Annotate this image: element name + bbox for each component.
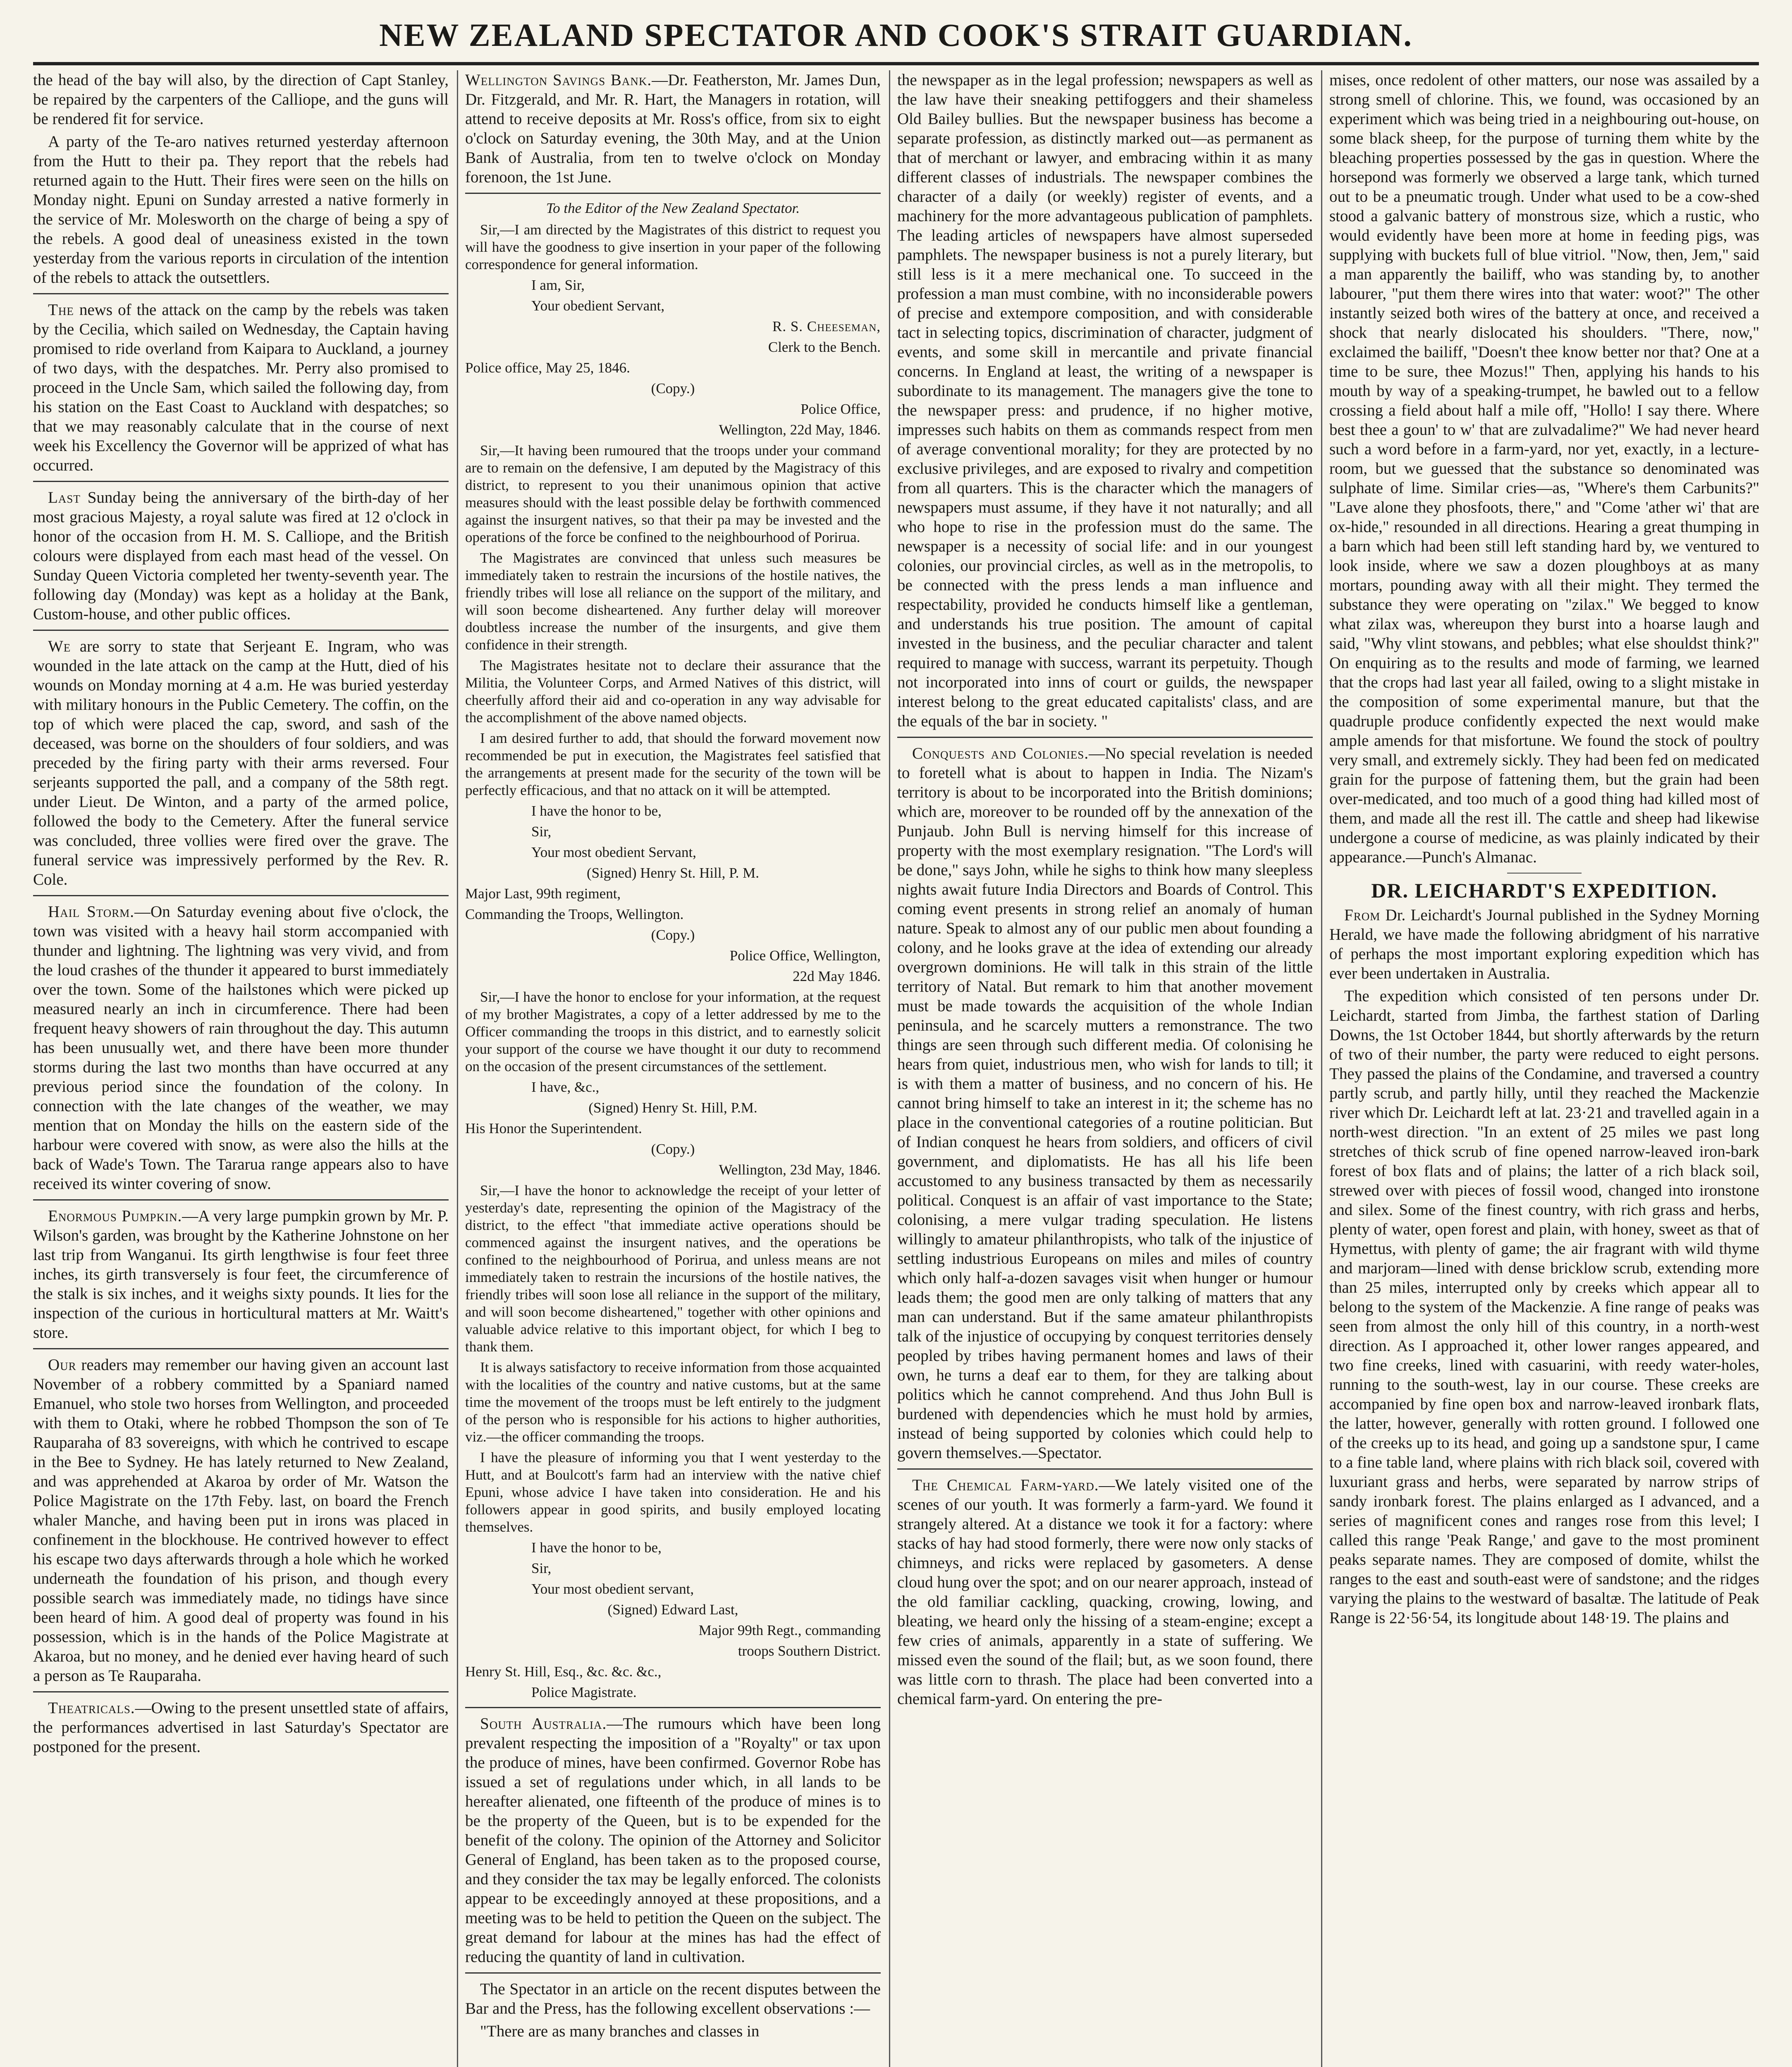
article-chemical-farmyard bbox=[897, 1475, 1313, 1709]
article-divider bbox=[33, 895, 449, 896]
letter-heading: Wellington, 22d May, 1846. bbox=[719, 422, 881, 438]
article-text: —The rumours which have been long prevalent respecting the imposition of a "Royalty" or tax upon the produce of mines, have been confirmed. Governor Robe has issued a set of regulations under which, in all lands to be hereafter alienated, one fifteenth of the produce of mines is to be the property of the Queen, but is to be expended for the benefit of the colony. The opinion of the Attorney and Solicitor General of England, has been taken as to the proposed course, and they consider the tax may be legally enforced. The colonists appear to be exceedingly annoyed at these propositions, and a meeting was to be held to petition the Queen on the subject. The great demand for labour at the mines has had the effect of reducing the quantity of land in cultivation. bbox=[465, 1715, 881, 1966]
article-divider bbox=[33, 1199, 449, 1201]
letter-signature: R. S. Cheeseman, bbox=[772, 318, 881, 334]
article-text: the head of the bay will also, by the direction of Capt Stanley, be repaired by the carpenters of the Calliope, and the guns will be rendered fit for service. bbox=[33, 71, 449, 128]
article-text: A party of the Te-aro natives returned yesterday afternoon from the Hutt to their pa. They report that the rebels had returned again to the Hutt. Their fires were seen on the hills on Monday night. Epuni on Sunday arrested a native formerly in the service of Mr. Molesworth on the charge of being a spy of the rebels. A good deal of uneasiness existed in the town yesterday from the various reports in circulation of the intention of the rebels to attack the outsettlers. bbox=[33, 133, 449, 286]
article-text: —Dr. Featherston, Mr. James Dun, Dr. Fitzgerald, and Mr. R. Hart, the Managers in rotation, will attend to receive deposits at Mr. Ross's office, from six to eight o'clock on Saturday evening, the 30th May, and at the Union Bank of Australia, from ten to twelve o'clock on Monday forenoon, the 1st June. bbox=[465, 71, 881, 186]
letter-text: It is always satisfactory to receive information from those acquainted with the localities of the country and native customs, but at the same time the movement of the troops must be left entirely to the judgment of the person who is responsible for his actions to higher authorities, viz.—the officer commanding the troops. bbox=[465, 1359, 881, 1445]
letter-heading: Police Office, Wellington, bbox=[729, 948, 881, 964]
article-chemical-farmyard-cont bbox=[1329, 70, 1759, 867]
article-lead: We bbox=[48, 637, 71, 655]
article-text: The expedition which consisted of ten persons under Dr. Leichardt, started from Jimba, the farthest station of Darling Downs, the 1st October 1844, but shortly afterwards by the return of two of their number, the party were reduced to eight persons. They passed the plains of the Condamine, and traversed a country partly scrub, and partly hilly, until they reached the Mackenzie river which Dr. Leichardt left at lat. 23·21 and travelled again in a north-west direction. "In an extent of 25 miles we past long stretches of thick scrub of fine opened narrow-leaved iron-bark forest of box flats and of plains; the latter of a rich black soil, strewed over with pieces of fossil wood, changed into ironstone and silex. Some of the finest country, with rich grass and herbs, plenty of water, open forest and plain, with honey, sweet as that of Hymettus, with plenty of game; the air fragrant with wild thyme and marjoram—lined with dense bricklow scrub, extending more than 25 miles, interrupted only by creeks which appear all to belong to the system of the Mackenzie. A fine range of peaks was seen from almost the only hill of this country, in a north-west direction. As I approached it, other lower ranges appeared, and two fine creeks, lined with casuarini, with reedy water-holes, running to the south-west, lay in our course. These creeks are accompanied by fine open box and narrow-leaved ironbark flats, the latter, however, generally with rotten ground. I followed one of the creeks up to its head, and going up a sandstone spur, I came to a fine table land, where plains with rich black soil, covered with luxuriant grass and herbs, were separated by narrow strips of sandy ironbark forest. The plains enlarged as I advanced, and a series of magnificent cones and ranges rose from this level; I called this range 'Peak Range,' and gave to the most prominent peaks separate names. They are composed of domite, whilst the ranges to the east and south-east were of sandstone; and the ridges varying the plains to the westward of basaltæ. The latitude of Peak Range is 22·56·54, its longitude about 148·19. The plains and bbox=[1329, 987, 1759, 1627]
newspaper-title: NEW ZEALAND SPECTATOR AND COOK'S STRAIT GUARDIAN. bbox=[379, 17, 1413, 53]
article-divider bbox=[33, 630, 449, 631]
article-lead: Enormous Pumpkin. bbox=[48, 1207, 182, 1225]
letter-signature: Major 99th Regt., commanding bbox=[698, 1622, 881, 1638]
letter-text: I am desired further to add, that should the forward movement now recommended be put in execution, the Magistrates feel satisfied that the arrangements at present made for the security of the town will be perfectly efficacious, and that no attack on it will be attempted. bbox=[465, 730, 881, 798]
article-lead: Conquests and Colonies. bbox=[912, 745, 1089, 762]
column-4 bbox=[1329, 70, 1759, 2067]
article-theatricals bbox=[33, 1698, 449, 1757]
article-lead: Our bbox=[48, 1356, 76, 1374]
letter-heading: Wellington, 23d May, 1846. bbox=[719, 1162, 881, 1178]
article-divider bbox=[33, 481, 449, 482]
letter-signature: troops Southern District. bbox=[738, 1643, 881, 1659]
article-leichardt-expedition bbox=[1329, 905, 1759, 1628]
article-divider bbox=[897, 1468, 1313, 1470]
letter-close: Sir, bbox=[531, 823, 552, 840]
letter-recipient: His Honor the Superintendent. bbox=[465, 1120, 642, 1136]
article-text: The Spectator in an article on the recent disputes between the Bar and the Press, has the following excellent observations :— bbox=[465, 1980, 881, 2017]
letter-close: Sir, bbox=[531, 1560, 552, 1576]
letter-heading: Police Office, bbox=[800, 401, 881, 417]
article-text: Sunday being the anniversary of the birth-day of her most gracious Majesty, a royal salute was fired at 12 o'clock in honor of the occasion from H. M. S. Calliope, and the British colours were displayed from each mast head of the vessel. On Sunday Queen Victoria completed her twenty-seventh year. The following day (Monday) was kept as a holiday at the Bank, Custom-house, and other public offices. bbox=[33, 489, 449, 623]
section-heading: DR. LEICHARDT'S EXPEDITION. bbox=[1371, 879, 1718, 902]
column-3 bbox=[897, 70, 1313, 2067]
article-lead: The bbox=[48, 301, 74, 319]
article-lead: Wellington Savings Bank. bbox=[465, 71, 652, 89]
heading-rule bbox=[1507, 873, 1582, 874]
copy-label: (Copy.) bbox=[651, 1141, 695, 1157]
article-hail-storm bbox=[33, 902, 449, 1193]
article-divider bbox=[897, 737, 1313, 738]
article-text: "There are as many branches and classes in bbox=[480, 2022, 760, 2040]
article-divider bbox=[465, 1707, 881, 1708]
article-text: —A very large pumpkin grown by Mr. P. Wilson's garden, was brought by the Katherine Johnstone on her last trip from Wanganui. Its girth lengthwise is four feet three inches, its girth transversely is four feet, the circumference of the stalk is six inches, and it weighs sixty pounds. It lies for the inspection of the curious in horticultural matters at Mr. Waitt's store. bbox=[33, 1207, 449, 1341]
letter-close: I have the honor to be, bbox=[531, 1540, 662, 1556]
masthead bbox=[0, 0, 1792, 62]
letter-recipient: Major Last, 99th regiment, bbox=[465, 886, 621, 902]
column-rule bbox=[889, 70, 890, 2067]
letter-text: Sir,—I am directed by the Magistrates of this district to request you will have the goodness to give insertion in your paper of the following correspondence for general information. bbox=[465, 222, 881, 272]
article-correspondence bbox=[465, 200, 881, 1701]
article-lead: South Australia. bbox=[480, 1715, 607, 1733]
column-rule bbox=[457, 70, 458, 2067]
article-lead: Last bbox=[48, 489, 81, 506]
letter-text: The Magistrates hesitate not to declare their assurance that the Militia, the Volunteer Corps, and Armed Natives of this district, will cheerfully afford their aid and co-operation in any way advisable for the accomplishment of the above named objects. bbox=[465, 657, 881, 726]
letter-text: Sir,—It having been rumoured that the troops under your command are to remain on the defensive, I am deputed by the Magistracy of this district, to represent to you their unanimous opinion that active measures should with the least possible delay be forthwith commenced against the insurgent natives, so that their pa may be invested and the operations of the force be confined to the neighbourhood of Porirua. bbox=[465, 442, 881, 545]
letter-close: Your most obedient servant, bbox=[531, 1581, 694, 1597]
article-divider bbox=[33, 293, 449, 294]
article-text: —No special revelation is needed to foretell what is about to happen in India. The Nizam's territory is about to be incorporated into the British dominions; which are, moreover to be rounded off by the annexation of the Punjaub. John Bull is nerving himself for this increase of property with the most exemplary resignation. "The Lord's will be done," says John, while he sighs to think how many sleepless nights await future India Directors and Boards of Control. This coming event presents in strong relief an anomaly of human nature. Speak to almost any of our public men about founding a colony, and he looks grave at the idea of extending our already overgrown dominions. He will talk in this strain of the little territory of Natal. But remark to him that another movement must be made towards the acquisition of the whole Indian peninsula, and he scarcely mutters a remonstrance. The two things are seen through such different media. Of colonising he hears from quiet, industrious men, who wish for lands to till; it is with them a matter of business, and no concern of his. He cannot bring himself to take an interest in it; the scheme has no place in the conventional categories of a routine politician. But of Indian conquest he hears from soldiers, and officers of civil government, and diplomatists. He has all his life been accustomed to any business transacted by them as necessarily political. Conquest is an affair of vast importance to the State; colonising, a mere vulgar trading speculation. He listens willingly to amateur philanthropists, who talk of the injustice of settling industrious Europeans on miles and miles of country which only half-a-dozen savages visit when hunger or humour leads them; the good men are only talking of matters that any man can understand. But if the same amateur philanthropists talk of the injustice of occupying by conquest territories densely peopled by tribes having permanent homes and laws of their own, he turns a deaf ear to them, for they are talking about politics which he cannot comprehend. And thus John Bull is burdened with dependencies which he must hold by armies, instead of being supported by colonies which could help to govern themselves.—Spectator. bbox=[897, 745, 1313, 1462]
letter-text: Sir,—I have the honor to acknowledge the receipt of your letter of yesterday's date, representing the opinion of the Magistracy of the district, to the effect "that immediate active operations should be commenced against the insurgent natives, and the operations be confined to the neighbourhood of Porirua, and unless means are not immediately taken to restrain the incursions of the hostile natives, the friendly tribes will soon lose all reliance in the support of the military, and will soon become disheartened," together with other opinions and valuable advice relative to this important object, for which I beg to thank them. bbox=[465, 1182, 881, 1355]
letter-date: Police office, May 25, 1846. bbox=[465, 360, 630, 376]
letter-close: I have, &c., bbox=[531, 1079, 600, 1095]
letter-close: Your most obedient Servant, bbox=[531, 844, 696, 860]
article-guns-repair bbox=[33, 70, 449, 287]
article-text: the newspaper as in the legal profession; newspapers as well as the law have their sneaking pettifoggers and their shameless Old Bailey bullies. But the newspaper business has become a separate profession, as distinctly marked out—as permanent as that of merchant or lawyer, and embracing within it as many different classes of industrials. The newspaper combines the character of a daily (or weekly) register of events, and a machinery for the more advantageous publication of pamphlets. The leading articles of newspapers have almost superseded pamphlets. The newspaper business is not a purely literary, but still less is it a mere mechanical one. To succeed in the profession a man must combine, with no inconsiderable powers of precise and extempore composition, and with considerable tact in selecting topics, discrimination of character, judgment of events, and some skill in mercantile and private financial concerns. In England at least, the writing of a newspaper is subordinate to its management. The managers give the tone to the newspaper press: and prudence, if no higher motive, impresses such habits on them as commands respect from men of average conventional morality; for they are protected by no exclusive privileges, and are exposed to rivalry and competition from all quarters. This is the character which the managers of newspapers must assume, if they have it not naturally; and all who hope to rise in the profession must do the same. The newspaper is a necessity of social life: and in our youngest colonies, our provincial circles, as well as in the metropolis, to be connected with the press lends a man influence and respectability, provided he conducts himself like a gentleman, and understands his true position. The amount of capital invested in the business, and the peculiar character and talent required to manage with success, warrant its perpetuity. Though not incorporated into inns of court or guilds, the newspaper interest belong to the great educated capitalists' class, and are the equals of the bar in society. " bbox=[897, 71, 1313, 730]
article-text: —We lately visited one of the scenes of our youth. It was formerly a farm-yard. We found it strangely altered. At a distance we took it for a factory: where stacks of hay had stood formerly, there were now only stacks of chimneys, and ricks were replaced by gasometers. A dense cloud hung over the spot; and on our nearer approach, instead of the old familiar cackling, quacking, crowing, lowing, and bleating, we heard only the hissing of a steam-engine; except a few cries of animals, apparently in a state of suffering. We missed even the sound of the flail; but, as we soon found, there was little corn to thrash. The place had been converted into a chemical farm-yard. On entering the pre- bbox=[897, 1476, 1313, 1708]
column-2 bbox=[465, 70, 881, 2067]
article-divider bbox=[465, 1972, 881, 1974]
article-lead: Theatricals. bbox=[48, 1699, 135, 1717]
article-text: mises, once redolent of other matters, our nose was assailed by a strong smell of chlorine. This, we found, was occasioned by an experiment which was being tried in a neighbouring out-house, on some black sheep, for the purpose of turning them white by the bleaching properties possessed by the gas in question. Where the horsepond was formerly we observed a large tank, which turned out to be a pneumatic trough. Under what used to be a cow-shed stood a galvanic battery of monstrous size, which a rustic, who would evidently have been more at home in feeding pigs, was supplying with buckets full of blue vitriol. "Now, then, Jem," said a man apparently the bailiff, who was standing by, to another labourer, "put them there wires into that water: woot?" The other instantly seized both wires of the battery at once, and received a shock that nearly dislocated his shoulders. "There, now," exclaimed the bailiff, "Doesn't thee know better nor that? One at a time to be sure, thee Mozus!" Then, applying his hands to his mouth by way of a speaking-trumpet, he bawled out to a fellow crossing a field about half a mile off, "Hollo! I say there. Where best thee a goun' to w' that are zulvadalime?" We had never heard such a word before in a farm-yard, nor yet, exactly, in a lecture-room, but we guessed that the substance so denominated was sulphate of lime. Similar cries—as, "Where's them Carbunits?" "Lave alone they phosfoots, there," and "Come 'ather wi' that are ox-hide," resounded in all directions. Hearing a great thumping in a barn which had been still left standing hard by, we ventured to look inside, where we saw a dozen ploughboys at as many mortars, pounding away with all their might. They termed the substance they were operating on "zilax." We begged to know what zilax was, whereupon they burst into a hoarse laugh and said, "Why vlint stowans, and pebbles; what else shouldst think?" On enquiring as to the results and mode of farming, we learned that the crops had last year all failed, owing to a slight mistake in the composition of some experimental manure, but that the quadruple produce confidently expected the next would make ample amends for that misfortune. We found the stock of poultry very small, and extremely sickly. They had been fed on medicated grain for the purpose of fattening them, but the grain had been over-medicated, and too much of a good thing had killed most of them, and made all the rest ill. The cattle and sheep had likewise undergone a course of medicine, as was plainly indicated by their appearance.—Punch's Almanac. bbox=[1329, 71, 1759, 866]
article-text: —Owing to the present unsettled state of affairs, the performances advertised in last Saturday's Spectator are postponed for the present. bbox=[33, 1699, 449, 1756]
article-lead: The Chemical Farm-yard. bbox=[912, 1476, 1099, 1494]
article-conquests-colonies bbox=[897, 744, 1313, 1463]
copy-label: (Copy.) bbox=[651, 380, 695, 396]
article-text: readers may remember our having given an account last November of a robbery committed by a Spaniard named Emanuel, who stole two horses from Wellington, and proceeded with them to Otaki, where he robbed Thompson the son of Te Rauparaha of 83 sovereigns, with which he contrived to escape in the Bee to Sydney. He has lately returned to New Zealand, and was apprehended at Akaroa by order of Mr. Watson the Police Magistrate on the 17th Feby. last, on board the French whaler Manche, and having been put in irons was placed in confinement in the blockhouse. He contrived however to effect his escape two days afterwards through a hole which he worked underneath the foundation of his prison, and though every possible search was immediately made, no tidings have since been heard of him. A good deal of property was found in his possession, which is in the hands of the Police Magistrate at Akaroa, but no money, and he denied ever having heard of such a person as Te Rauparaha. bbox=[33, 1356, 449, 1685]
article-lead: From bbox=[1344, 906, 1381, 924]
letter-text: Sir,—I have the honor to enclose for your information, at the request of my brother Magistrates, a copy of a letter addressed by me to the Officer commanding the troops in this district, and to earnestly solicit your support of the course we have thought it our duty to recommend on the occasion of the present circumstances of the settlement. bbox=[465, 989, 881, 1074]
article-spectator-press bbox=[465, 1979, 881, 2041]
letter-close: I am, Sir, bbox=[531, 277, 585, 293]
article-pumpkin bbox=[33, 1206, 449, 1342]
article-text: Dr. Leichardt's Journal published in the Sydney Morning Herald, we have made the following abridgment of his narrative of perhaps the most important exploring expedition which has ever been undertaken in Australia. bbox=[1329, 906, 1759, 982]
article-divider bbox=[33, 1348, 449, 1349]
letter-signature: (Signed) Henry St. Hill, P. M. bbox=[586, 865, 760, 881]
article-savings-bank bbox=[465, 70, 881, 187]
letter-recipient: Henry St. Hill, Esq., &c. &c. &c., bbox=[465, 1664, 662, 1680]
letter-signature: (Signed) Henry St. Hill, P.M. bbox=[588, 1100, 757, 1116]
column-1 bbox=[33, 70, 449, 2067]
column-rule bbox=[1321, 70, 1322, 2067]
article-robbery bbox=[33, 1355, 449, 1685]
letter-heading: 22d May 1846. bbox=[793, 968, 881, 984]
letter-title: To the Editor of the New Zealand Spectator. bbox=[546, 200, 800, 216]
letter-close: I have the honor to be, bbox=[531, 803, 662, 819]
article-south-australia bbox=[465, 1714, 881, 1967]
article-text: —On Saturday evening about five o'clock, the town was visited with a heavy hail storm accompanied with thunder and lightning. The lightning was very vivid, and from the loud crashes of the thunder it appeared to burst immediately over the town. Some of the hailstones which were picked up measured nearly an inch in circumference. There had been frequent heavy showers of rain throughout the day. This autumn has been unusually wet, and there have been more thunder storms during the last two months than have occurred at any previous period since the foundation of the colony. In connection with the late changes of the weather, we may mention that on Monday the hills on the eastern side of the harbour were covered with snow, as were also the hills at the back of Wade's Town. The Tararua range appears also to have received its winter covering of snow. bbox=[33, 903, 449, 1193]
letter-text: The Magistrates are convinced that unless such measures be immediately taken to restrain the incursions of the hostile natives, the friendly tribes will lose all reliance on the support of the military, and will soon become disheartened. Any further delay will moreover doubtless increase the number of the insurgents, and give them confidence in their strength. bbox=[465, 550, 881, 653]
letter-text: I have the pleasure of informing you that I went yesterday to the Hutt, and at Boulcott's farm had an interview with the native chief Epuni, whose advice I have taken into consideration. He and his followers appear in good spirits, and busily employed locating themselves. bbox=[465, 1449, 881, 1535]
article-divider bbox=[465, 193, 881, 194]
letter-signature: Clerk to the Bench. bbox=[768, 339, 881, 355]
article-serjeant-ingram bbox=[33, 637, 449, 889]
article-queens-birthday bbox=[33, 488, 449, 624]
letter-recipient: Police Magistrate. bbox=[531, 1684, 637, 1700]
article-newspaper-profession bbox=[897, 70, 1313, 731]
masthead-rule bbox=[33, 62, 1759, 65]
letter-recipient: Commanding the Troops, Wellington. bbox=[465, 906, 684, 922]
letter-signature: (Signed) Edward Last, bbox=[607, 1602, 738, 1618]
letter-close: Your obedient Servant, bbox=[531, 298, 665, 314]
copy-label: (Copy.) bbox=[651, 927, 695, 943]
article-text: are sorry to state that Serjeant E. Ingram, who was wounded in the late attack on the camp at the Hutt, died of his wounds on Monday morning at 4 a.m. He was buried yesterday with military honours in the Public Cemetery. The coffin, on the top of which were placed the cap, sword, and sash of the deceased, was borne on the shoulders of four soldiers, and was preceded by the firing party with their arms reversed. Four serjeants supported the pall, and a company of the 58th regt. under Lieut. De Winton, and a party of the armed police, followed the body to the Cemetery. After the funeral service was concluded, three vollies were fired over the grave. The funeral service was impressively performed by the Rev. R. Cole. bbox=[33, 637, 449, 888]
article-attack-news bbox=[33, 300, 449, 475]
article-text: news of the attack on the camp by the rebels was taken by the Cecilia, which sailed on Wednesday, the Captain having promised to ride overland from Kaipara to Auckland, a journey of two days, with the despatches. Mr. Perry also promised to proceed in the Uncle Sam, which sailed the following day, from his station on the East Coast to Auckland with despatches; so that we may reasonably calculate that in the course of next week his Excellency the Governor will be apprized of what has occurred. bbox=[33, 301, 449, 474]
article-lead: Hail Storm. bbox=[48, 903, 135, 921]
article-divider bbox=[33, 1691, 449, 1692]
